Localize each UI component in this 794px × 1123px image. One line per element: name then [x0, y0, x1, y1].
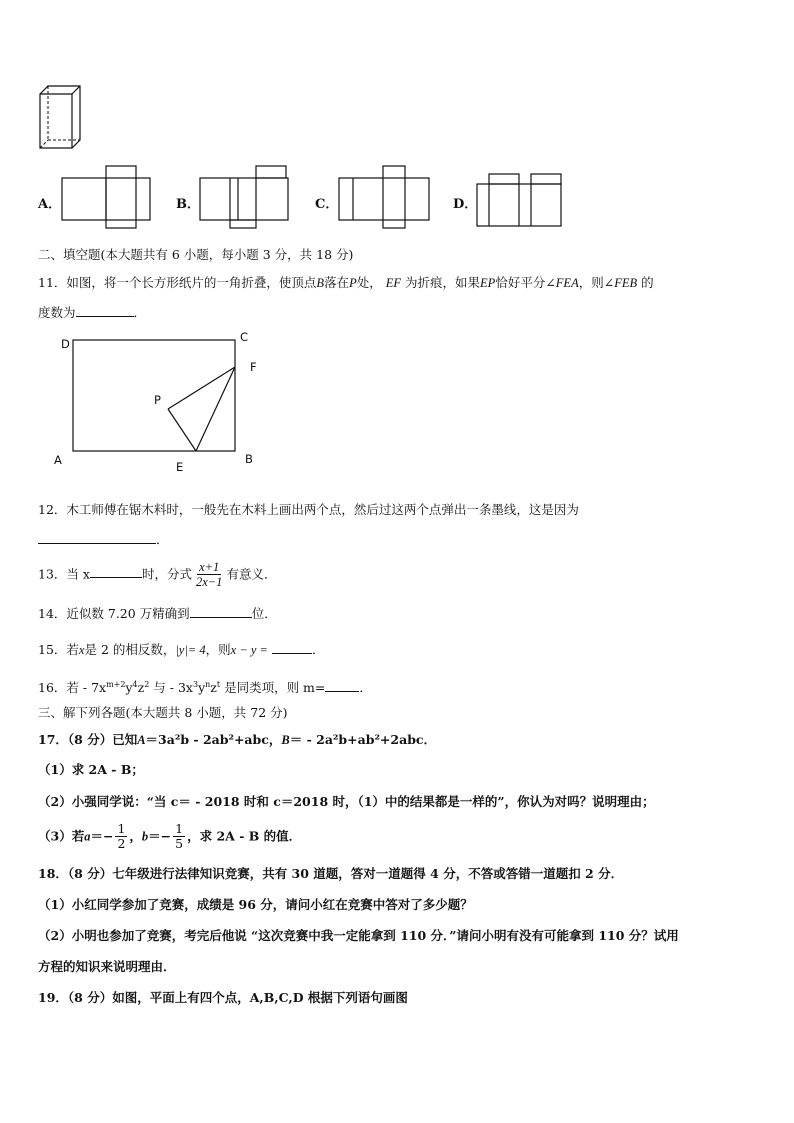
fig-label-a: A	[54, 453, 62, 467]
q19-head: 19．（8 分）如图，平面上有四个点，A,B,C,D 根据下列语句画图	[38, 990, 408, 1005]
option-c-label: C．	[315, 197, 339, 212]
q11-line2: 度数为 ．	[38, 305, 147, 320]
q18-sub2-line2: 方程的知识来说明理由．	[38, 959, 176, 974]
q13-line: 13．当 x 时，分式 $\frac{x+1}{2x-1}$ 有意义．	[38, 560, 277, 590]
q18-sub2-line1: （2）小明也参加了竞赛，考完后他说 “这次竞赛中我一定能拿到 110 分．”请问小明有没有可能拿到 110 分？试用	[38, 928, 679, 943]
q17-sub2: （2）小强同学说：“当 c＝ - 2018 时和 c＝2018 时，（1）中的结果都是一样的”，你认为对吗？说明理由；	[38, 794, 655, 809]
q17-fraction-b: $\frac{1}{5}$	[175, 821, 184, 852]
q17-head: 17．（8 分）已知A＝3a²b - 2ab²+abc，B＝ - 2a²b+ab²+2abc．	[38, 732, 437, 747]
fig-label-f: F	[250, 360, 257, 374]
option-b-label: B．	[176, 197, 200, 212]
cuboid-figure	[38, 84, 88, 150]
q18-head: 18．（8 分）七年级进行法律知识竞赛，共有 30 道题，答对一道题得 4 分，不答或答错一道题扣 2 分．	[38, 866, 624, 881]
fig-label-c: C	[240, 330, 249, 344]
q18-sub1: （1）小红同学参加了竞赛，成绩是 96 分，请问小红在竞赛中答对了多少题？	[38, 897, 473, 912]
section-3-heading: 三、解下列各题(本大题共 8 小题，共 72 分)	[38, 705, 288, 720]
fig-label-d: D	[61, 337, 70, 351]
fig-label-b: B	[245, 452, 253, 466]
q12-answer-blank[interactable]	[38, 531, 156, 544]
q16-line: 16．若 - $7x^{m+2}y^4z^2$ 与 - $3x^3y^nz^t$ 是同类项，则 m= ．	[38, 679, 372, 695]
q15-answer-blank[interactable]	[272, 641, 312, 654]
q13-answer-blank[interactable]	[90, 565, 142, 578]
q15-line: 15．若x是 2 的相反数，|y|= 4，则x − y = ．	[38, 642, 325, 657]
option-c-net	[339, 166, 431, 228]
q17-sub1: （1）求 2A - B；	[38, 762, 144, 777]
q11-line1: 11．如图，将一个长方形纸片的一角折叠，使顶点B落在P处， EF 为折痕，如果EP恰好平分∠FEA，则∠FEB 的	[38, 275, 654, 290]
option-a-net	[62, 166, 152, 228]
section-2-heading: 二、填空题(本大题共有 6 小题，每小题 3 分，共 18 分)	[38, 247, 354, 262]
fig-label-e: E	[176, 460, 184, 474]
q12-line1: 12．木工师傅在锯木料时，一般先在木料上画出两个点，然后过这两个点弹出一条墨线，这是因为	[38, 502, 579, 517]
option-d-label: D．	[453, 197, 478, 212]
q14-line: 14．近似数 7.20 万精确到 位．	[38, 606, 277, 621]
q14-answer-blank[interactable]	[190, 605, 252, 618]
q11-answer-blank[interactable]	[76, 304, 134, 317]
q17-fraction-a: $\frac{1}{2}$	[117, 821, 126, 852]
q17-sub3: （3）若a＝− $\frac{1}{2}$ ，b＝− $\frac{1}{5}$ ，求 2A - B 的值．	[38, 821, 302, 852]
fig-label-p: P	[154, 393, 161, 407]
option-b-net	[200, 166, 290, 228]
option-d-net	[477, 172, 563, 228]
q12-line2: ．	[38, 530, 169, 548]
q13-fraction: $\frac{x+1}{2x-1}$	[195, 560, 223, 590]
q16-answer-blank[interactable]	[325, 679, 359, 692]
option-a-label: A．	[38, 197, 62, 212]
